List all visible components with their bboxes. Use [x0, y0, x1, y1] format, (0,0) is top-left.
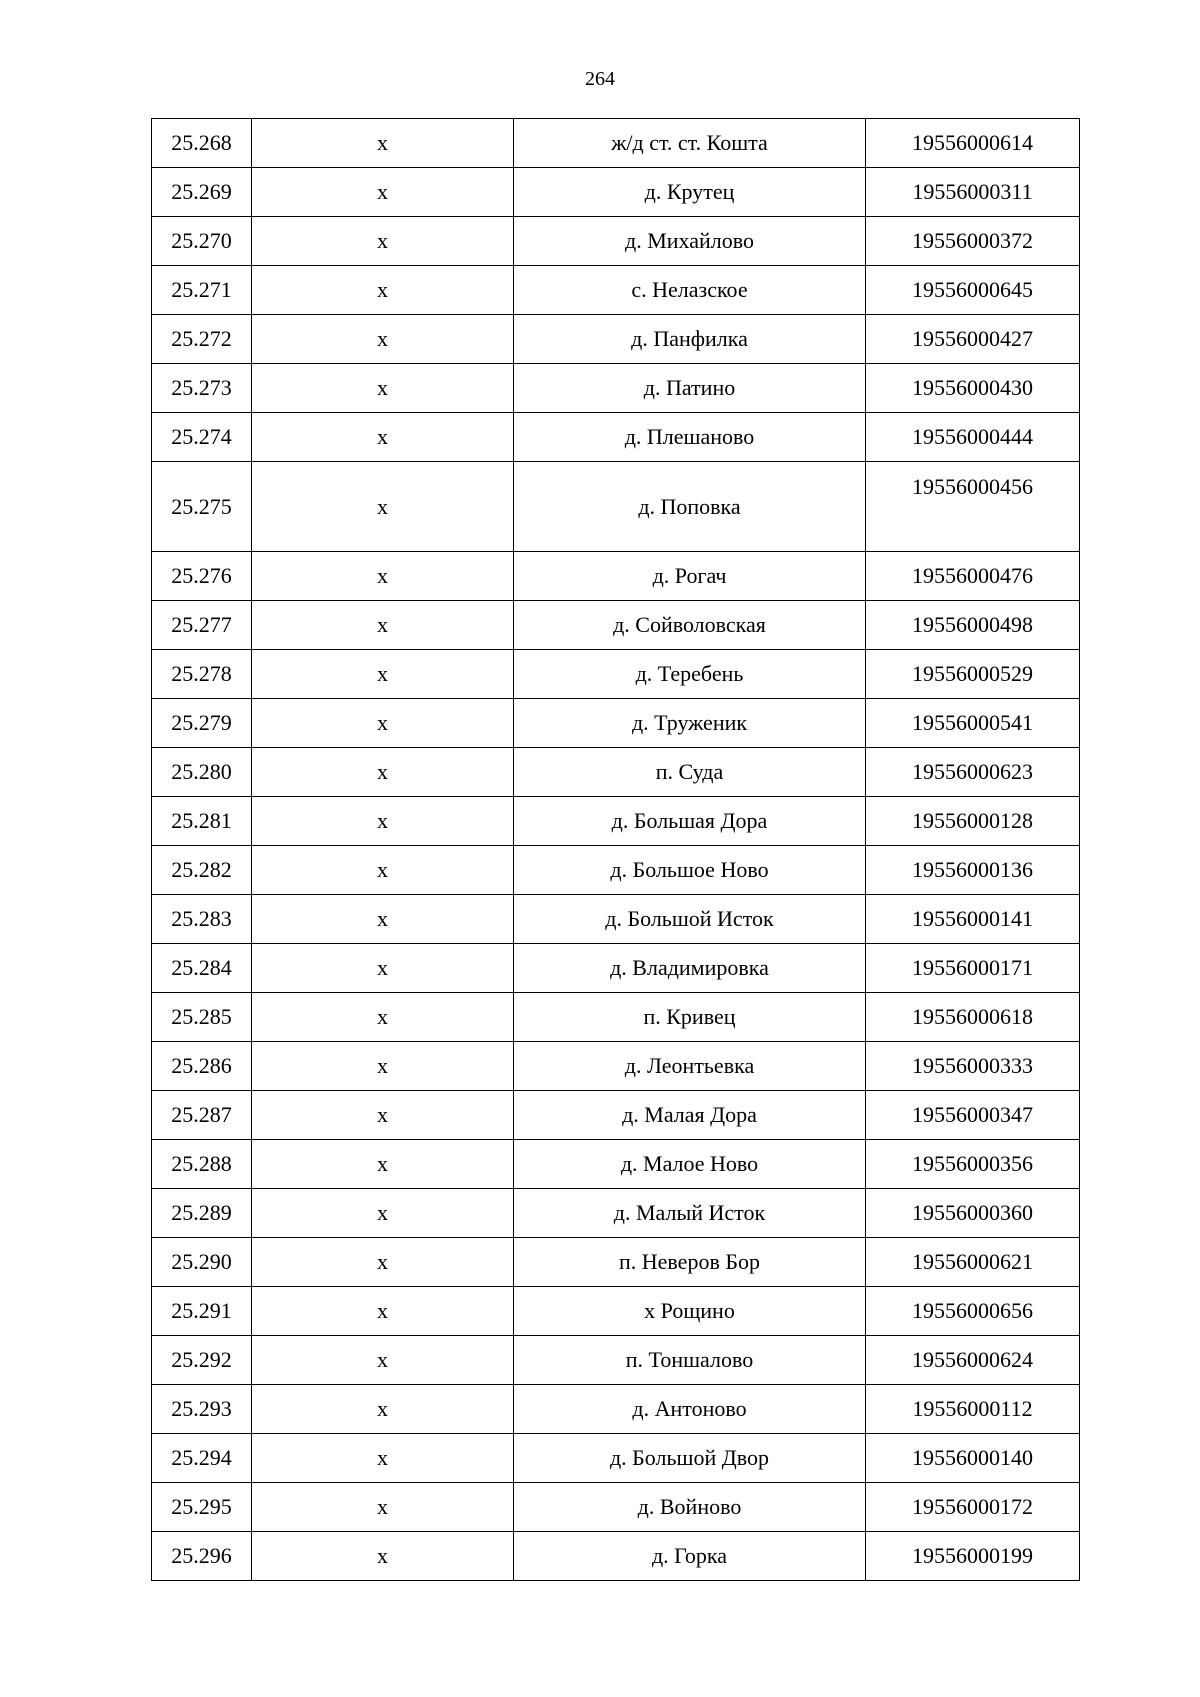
row-mark-cell: х: [252, 364, 514, 413]
row-mark-cell: х: [252, 1532, 514, 1581]
oktmo-code-cell: 19556000498: [866, 601, 1080, 650]
row-number-cell: 25.296: [152, 1532, 252, 1581]
oktmo-code-cell: 19556000623: [866, 748, 1080, 797]
row-number-cell: 25.284: [152, 944, 252, 993]
row-mark-cell: х: [252, 699, 514, 748]
row-mark-cell: х: [252, 315, 514, 364]
settlement-name-cell: д. Сойволовская: [514, 601, 866, 650]
table-row: [152, 1532, 1080, 1581]
row-number-cell: 25.283: [152, 895, 252, 944]
settlement-name-cell: д. Большая Дора: [514, 797, 866, 846]
row-mark-cell: х: [252, 601, 514, 650]
oktmo-code-cell: 19556000347: [866, 1091, 1080, 1140]
row-mark-cell: х: [252, 1434, 514, 1483]
row-mark-cell: х: [252, 748, 514, 797]
row-mark-cell: х: [252, 413, 514, 462]
row-mark-cell: х: [252, 168, 514, 217]
row-number-cell: 25.294: [152, 1434, 252, 1483]
table-row: [152, 1287, 1080, 1336]
oktmo-code-cell: 19556000614: [866, 119, 1080, 168]
settlement-name-cell: д. Большой Двор: [514, 1434, 866, 1483]
settlement-name-cell: д. Леонтьевка: [514, 1042, 866, 1091]
oktmo-code-cell: 19556000140: [866, 1434, 1080, 1483]
oktmo-code-cell: 19556000656: [866, 1287, 1080, 1336]
table-row: [152, 462, 1080, 552]
row-number-cell: 25.293: [152, 1385, 252, 1434]
row-mark-cell: х: [252, 846, 514, 895]
row-mark-cell: х: [252, 217, 514, 266]
row-mark-cell: х: [252, 266, 514, 315]
row-number-cell: 25.288: [152, 1140, 252, 1189]
row-mark-cell: х: [252, 650, 514, 699]
row-number-cell: 25.291: [152, 1287, 252, 1336]
table-row: [152, 699, 1080, 748]
settlement-name-cell: д. Плешаново: [514, 413, 866, 462]
table-body: [152, 119, 1080, 1581]
settlement-name-cell: ж/д ст. ст. Кошта: [514, 119, 866, 168]
table-row: [152, 748, 1080, 797]
row-mark-cell: х: [252, 1091, 514, 1140]
row-mark-cell: х: [252, 1385, 514, 1434]
row-mark-cell: х: [252, 1189, 514, 1238]
row-number-cell: 25.269: [152, 168, 252, 217]
row-mark-cell: х: [252, 1483, 514, 1532]
row-number-cell: 25.270: [152, 217, 252, 266]
table-row: [152, 1189, 1080, 1238]
settlement-name-cell: д. Малый Исток: [514, 1189, 866, 1238]
table-row: [152, 601, 1080, 650]
row-number-cell: 25.279: [152, 699, 252, 748]
row-mark-cell: х: [252, 462, 514, 552]
oktmo-code-cell: 19556000430: [866, 364, 1080, 413]
settlement-name-cell: п. Кривец: [514, 993, 866, 1042]
oktmo-code-cell: 19556000333: [866, 1042, 1080, 1091]
oktmo-code-cell: 19556000128: [866, 797, 1080, 846]
row-mark-cell: х: [252, 895, 514, 944]
oktmo-code-cell: 19556000136: [866, 846, 1080, 895]
table-row: [152, 1140, 1080, 1189]
row-number-cell: 25.289: [152, 1189, 252, 1238]
table-row: [152, 1434, 1080, 1483]
row-number-cell: 25.280: [152, 748, 252, 797]
table-row: [152, 364, 1080, 413]
oktmo-code-cell: 19556000618: [866, 993, 1080, 1042]
table-row: [152, 797, 1080, 846]
table-row: [152, 552, 1080, 601]
oktmo-code-cell: 19556000372: [866, 217, 1080, 266]
settlements-table: [151, 118, 1080, 1581]
settlement-name-cell: д. Патино: [514, 364, 866, 413]
oktmo-code-cell: 19556000476: [866, 552, 1080, 601]
table-row: [152, 315, 1080, 364]
table-row: [152, 1385, 1080, 1434]
oktmo-code-cell: 19556000141: [866, 895, 1080, 944]
settlement-name-cell: д. Малое Ново: [514, 1140, 866, 1189]
oktmo-code-cell: 19556000621: [866, 1238, 1080, 1287]
settlement-name-cell: д. Крутец: [514, 168, 866, 217]
table-row: [152, 1042, 1080, 1091]
settlement-name-cell: д. Малая Дора: [514, 1091, 866, 1140]
settlement-name-cell: д. Владимировка: [514, 944, 866, 993]
row-number-cell: 25.290: [152, 1238, 252, 1287]
row-mark-cell: х: [252, 1140, 514, 1189]
row-number-cell: 25.271: [152, 266, 252, 315]
oktmo-code-cell: 19556000645: [866, 266, 1080, 315]
oktmo-code-cell: 19556000311: [866, 168, 1080, 217]
settlement-name-cell: п. Тоншалово: [514, 1336, 866, 1385]
table-row: [152, 168, 1080, 217]
row-number-cell: 25.285: [152, 993, 252, 1042]
row-number-cell: 25.275: [152, 462, 252, 552]
row-number-cell: 25.282: [152, 846, 252, 895]
table-row: [152, 119, 1080, 168]
row-mark-cell: х: [252, 944, 514, 993]
oktmo-code-cell: 19556000624: [866, 1336, 1080, 1385]
settlement-name-cell: д. Антоново: [514, 1385, 866, 1434]
row-mark-cell: х: [252, 1336, 514, 1385]
table-row: [152, 993, 1080, 1042]
row-number-cell: 25.281: [152, 797, 252, 846]
settlement-name-cell: д. Труженик: [514, 699, 866, 748]
table-row: [152, 1336, 1080, 1385]
row-number-cell: 25.292: [152, 1336, 252, 1385]
settlement-name-cell: д. Поповка: [514, 462, 866, 552]
oktmo-code-cell: 19556000171: [866, 944, 1080, 993]
table-row: [152, 1091, 1080, 1140]
table-row: [152, 413, 1080, 462]
oktmo-code-cell: 19556000427: [866, 315, 1080, 364]
oktmo-code-cell: 19556000360: [866, 1189, 1080, 1238]
settlement-name-cell: д. Войново: [514, 1483, 866, 1532]
oktmo-code-cell: 19556000199: [866, 1532, 1080, 1581]
row-number-cell: 25.268: [152, 119, 252, 168]
row-number-cell: 25.274: [152, 413, 252, 462]
row-number-cell: 25.278: [152, 650, 252, 699]
row-number-cell: 25.287: [152, 1091, 252, 1140]
oktmo-code-cell: 19556000529: [866, 650, 1080, 699]
row-number-cell: 25.286: [152, 1042, 252, 1091]
row-number-cell: 25.276: [152, 552, 252, 601]
oktmo-code-cell: 19556000356: [866, 1140, 1080, 1189]
row-mark-cell: х: [252, 1238, 514, 1287]
table-row: [152, 1238, 1080, 1287]
table-row: [152, 217, 1080, 266]
oktmo-code-cell: 19556000541: [866, 699, 1080, 748]
settlement-name-cell: д. Большое Ново: [514, 846, 866, 895]
row-mark-cell: х: [252, 993, 514, 1042]
table-row: [152, 895, 1080, 944]
row-mark-cell: х: [252, 1042, 514, 1091]
row-mark-cell: х: [252, 1287, 514, 1336]
table-row: [152, 650, 1080, 699]
settlement-name-cell: д. Теребень: [514, 650, 866, 699]
table-row: [152, 1483, 1080, 1532]
oktmo-code-cell: 19556000444: [866, 413, 1080, 462]
oktmo-code-cell: 19556000456: [866, 462, 1080, 552]
row-number-cell: 25.277: [152, 601, 252, 650]
page-number: 264: [585, 68, 615, 90]
row-number-cell: 25.295: [152, 1483, 252, 1532]
settlement-name-cell: д. Михайлово: [514, 217, 866, 266]
table-row: [152, 846, 1080, 895]
settlement-name-cell: х Рощино: [514, 1287, 866, 1336]
settlement-name-cell: п. Суда: [514, 748, 866, 797]
row-mark-cell: х: [252, 552, 514, 601]
row-number-cell: 25.273: [152, 364, 252, 413]
oktmo-code-cell: 19556000172: [866, 1483, 1080, 1532]
settlement-name-cell: д. Панфилка: [514, 315, 866, 364]
row-number-cell: 25.272: [152, 315, 252, 364]
settlement-name-cell: д. Рогач: [514, 552, 866, 601]
settlement-name-cell: с. Нелазское: [514, 266, 866, 315]
table-row: [152, 266, 1080, 315]
table-row: [152, 944, 1080, 993]
settlement-name-cell: д. Большой Исток: [514, 895, 866, 944]
row-mark-cell: х: [252, 797, 514, 846]
oktmo-code-cell: 19556000112: [866, 1385, 1080, 1434]
row-mark-cell: х: [252, 119, 514, 168]
settlement-name-cell: п. Неверов Бор: [514, 1238, 866, 1287]
settlement-name-cell: д. Горка: [514, 1532, 866, 1581]
